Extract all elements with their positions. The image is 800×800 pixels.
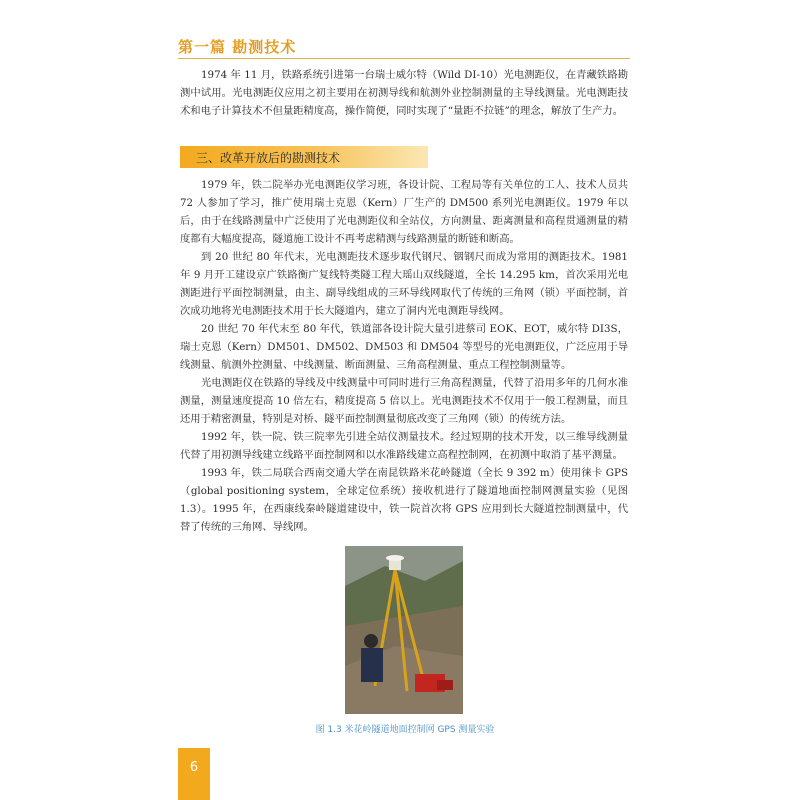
paragraph-text: 1974 年 11 月，铁路系统引进第一台瑞士威尔特（Wild DI-10）光电测距仪，在青藏铁路勘测中试用。光电测距仪应用之初主要用在初测导线和航测外业控制测量的主导线测量。光电测距技术和电子计算技术不但量距精度高，操作简便，同时实现了“量距不拉链”的理念，解放了生产力。	[180, 69, 628, 117]
page-number: 6	[189, 760, 199, 775]
paragraph-5: 光电测距仪在铁路的导线及中线测量中可同时进行三角高程测量，代替了沿用多年的几何水准测量，测量速度提高 10 倍左右，精度提高 5 倍以上。光电测距技术不仅用于一般工程测量，而且还用于精密测量，特别是对桥、隧平面控制测量彻底改变了三角网（锁）的传统方法。	[180, 377, 628, 425]
paragraph-1	[180, 66, 628, 120]
figure-photo	[345, 546, 463, 714]
header-rule	[178, 58, 630, 59]
running-head: 第一篇 勘测技术	[178, 38, 297, 56]
paragraph-3: 到 20 世纪 80 年代末，光电测距技术逐步取代钢尺、铟钢尺而成为常用的测距技术。1981 年 9 月开工建设京广铁路衡广复线特类隧工程大瑶山双线隧道，全长 14.295 km，首次采用光电测距进行平面控制测量，由主、副导线组成的三环导线网取代了传统的三角网（锁）平面控制，首次成功地将光电测距技术用于长大隧道内，建立了洞内光电测距导线网。	[180, 251, 628, 317]
gps-survey-photo	[345, 546, 463, 714]
paragraph-6: 1992 年，铁一院、铁三院率先引进全站仪测量技术。经过短期的技术开发，以三维导线测量代替了用初测导线建立线路平面控制网和以水准路线建立高程控制网，在初测中取消了基平测量。	[180, 431, 628, 461]
figure-caption: 图 1.3 米花岭隧道地面控制网 GPS 测量实验	[315, 725, 495, 735]
paragraph-4: 20 世纪 70 年代末至 80 年代，铁道部各设计院大量引进蔡司 EOK、EOT，威尔特 DI3S，瑞士克恩（Kern）DM501、DM502、DM503 和 DM504 等型号的光电测距仪，广泛应用于导线测量、航测外控测量、中线测量、断面测量、三角高程测量、重点工程控制测量等。	[180, 323, 628, 371]
section-title: 三、改革开放后的勘测技术	[196, 151, 341, 165]
paragraph-2: 1979 年，铁二院举办光电测距仪学习班，各设计院、工程局等有关单位的工人、技术人员共 72 人参加了学习，推广使用瑞士克恩（Kern）厂生产的 DM500 系列光电测距仪。1979 年以后，由于在线路测量中广泛使用了光电测距仪和全站仪，方向测量、距离测量和高程贯通测量的精度都有大幅度提高，隧道施工设计不再考虑精测与线路测量的断链和断高。	[180, 179, 628, 245]
section-body	[180, 176, 628, 536]
paragraph-7: 1993 年，铁二局联合西南交通大学在南昆铁路米花岭隧道（全长 9 392 m）使用徕卡 GPS（global positioning system，全球定位系统）接收机进行了隧道地面控制网测量实验（见图 1.3）。1995 年，在西康线秦岭隧道建设中，铁一院首次将 GPS 应用到长大隧道控制测量中，代替了传统的三角网、导线网。	[180, 467, 628, 533]
